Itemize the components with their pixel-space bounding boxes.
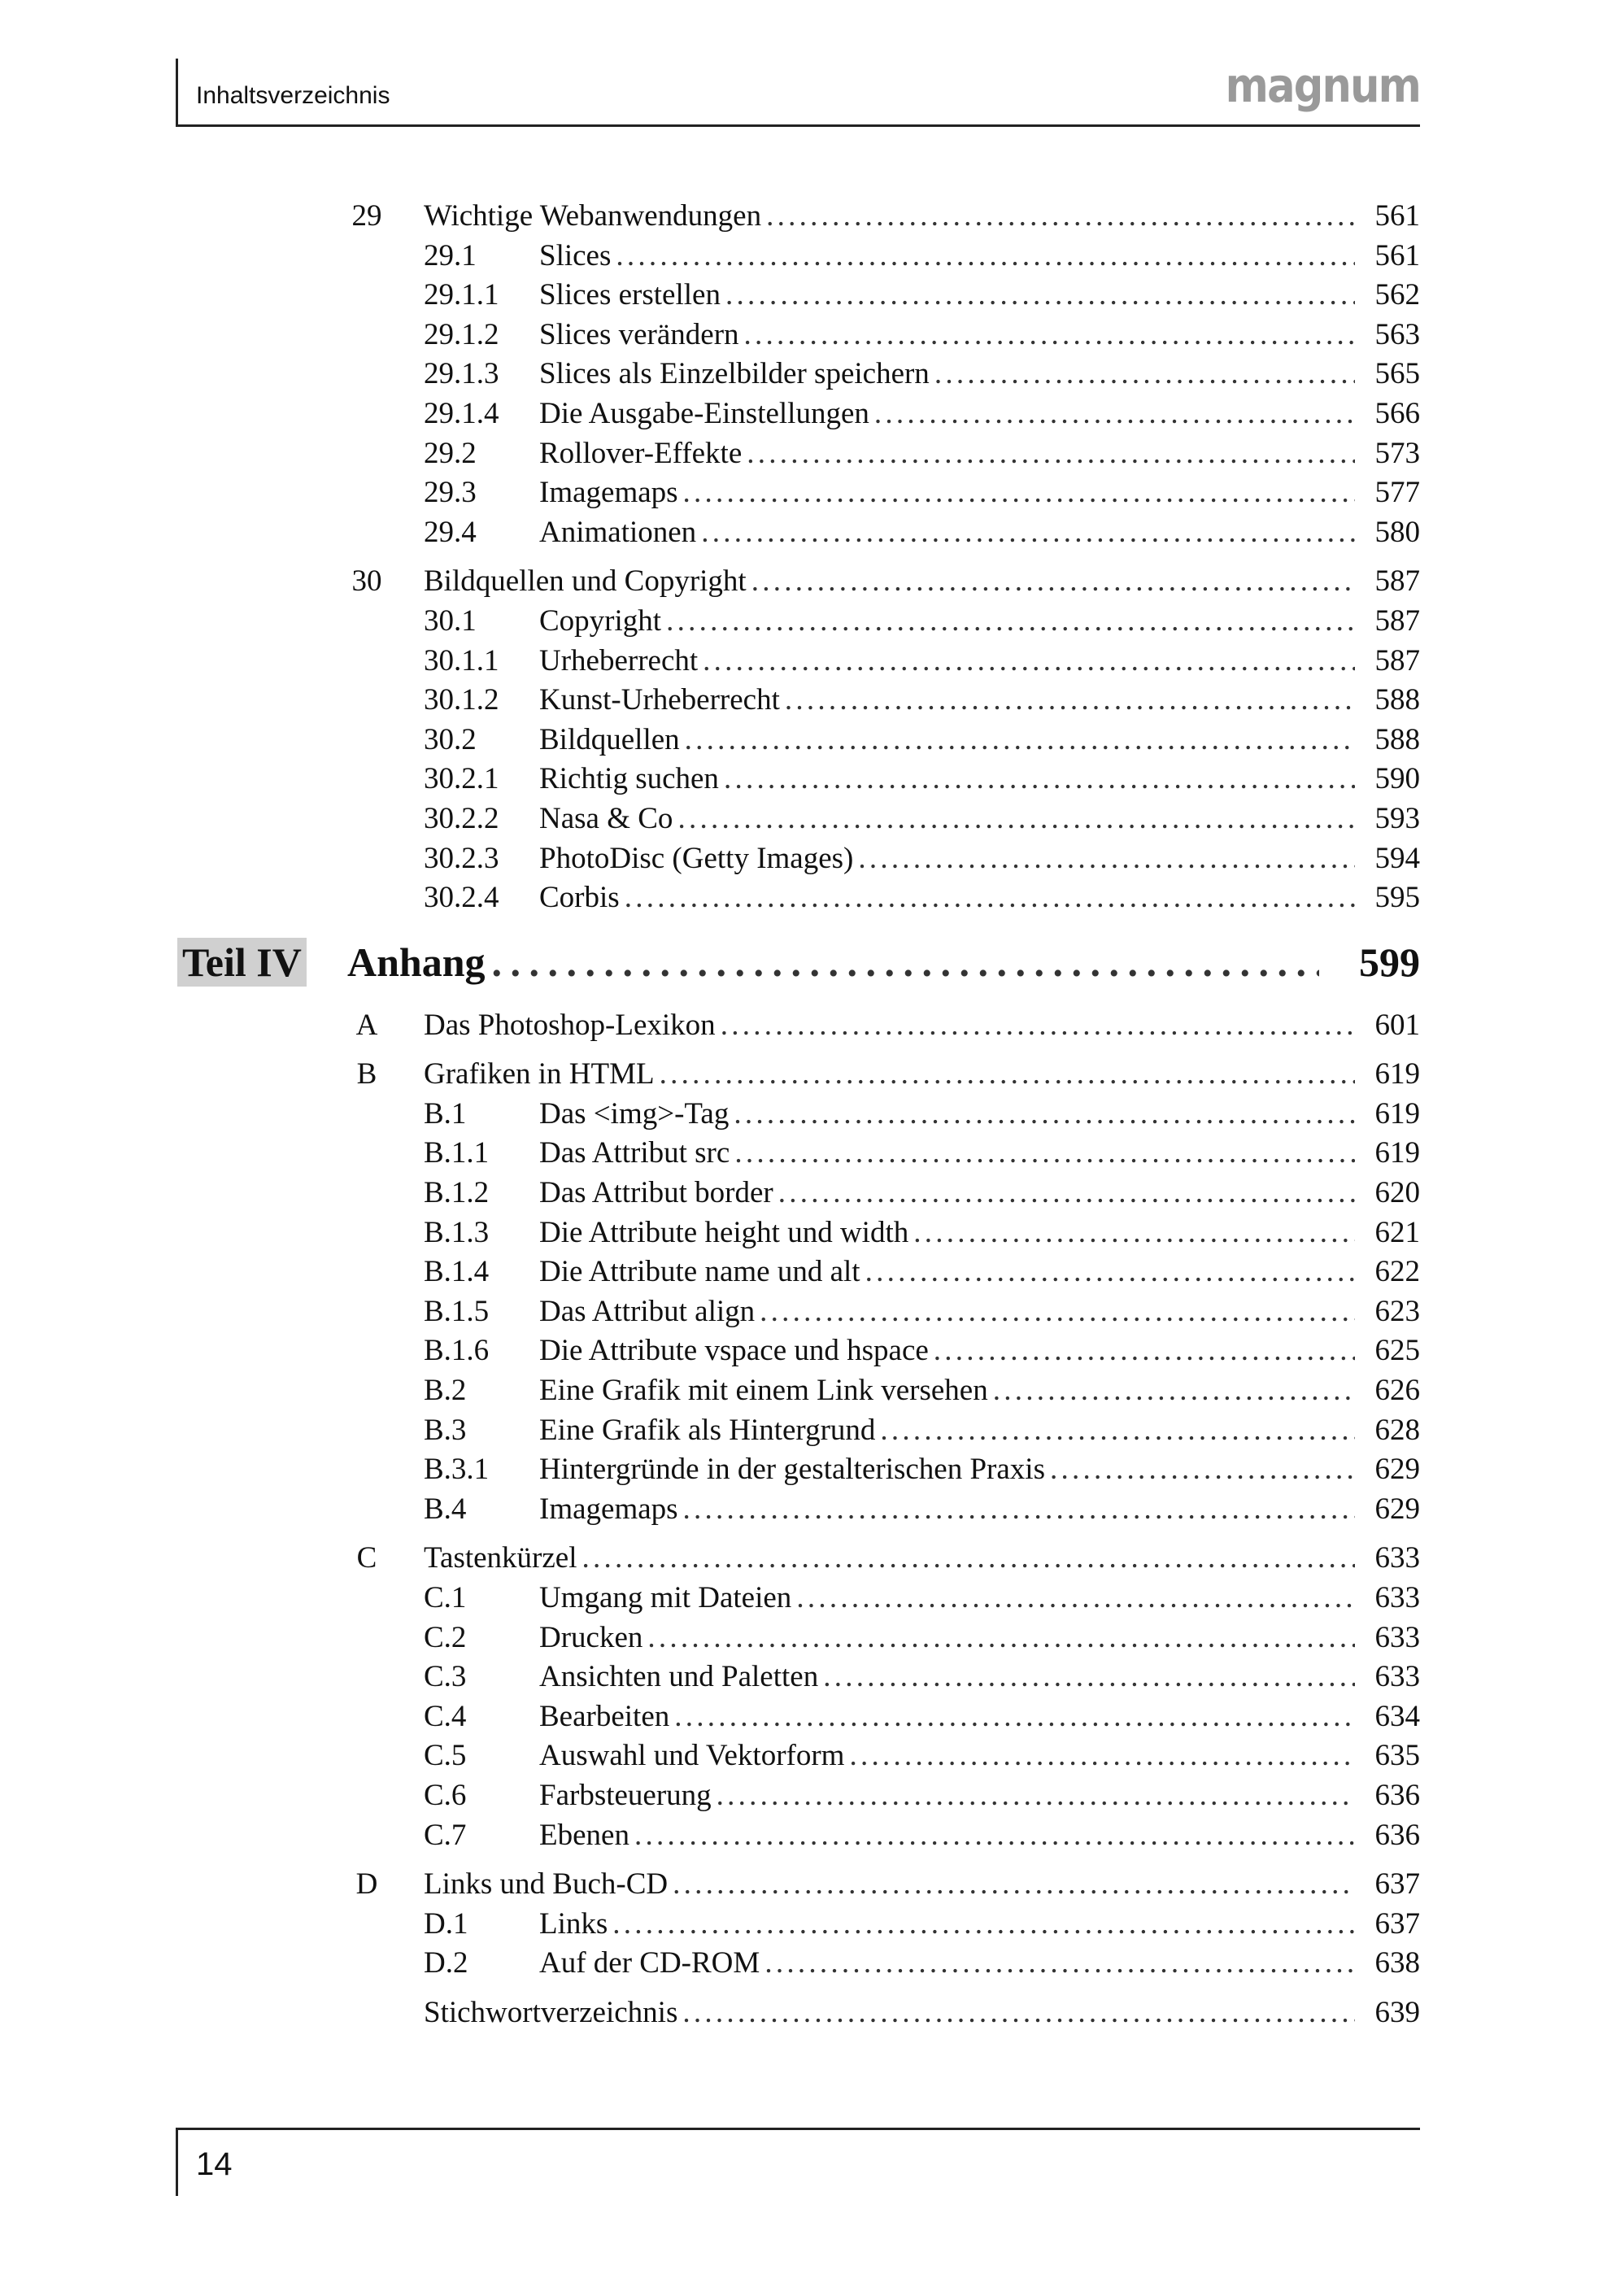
toc-section-row[interactable] bbox=[0, 684, 1603, 724]
section-number: B.1 bbox=[424, 1096, 467, 1131]
section-title: Bearbeiten bbox=[539, 1699, 670, 1733]
toc-entry bbox=[424, 684, 1420, 717]
toc-entry bbox=[424, 358, 1420, 390]
toc-entry bbox=[424, 724, 1420, 756]
dot-leader bbox=[760, 1296, 1355, 1328]
section-title: Auf der CD-ROM bbox=[539, 1946, 760, 1980]
dot-leader bbox=[778, 1177, 1355, 1209]
chapter-number bbox=[329, 1997, 404, 2029]
running-head: Inhaltsverzeichnis bbox=[196, 82, 390, 109]
section-number: 29.1.4 bbox=[424, 396, 499, 430]
section-title: Eine Grafik mit einem Link versehen bbox=[539, 1374, 988, 1408]
toc-entry bbox=[424, 565, 1420, 598]
part-entry bbox=[347, 938, 1420, 987]
chapter-number bbox=[329, 1542, 404, 1575]
section-title: Umgang mit Dateien bbox=[539, 1581, 792, 1614]
toc-entry bbox=[424, 1661, 1420, 1693]
toc-section-row[interactable] bbox=[0, 1098, 1603, 1138]
chapter-title: Bildquellen und Copyright bbox=[424, 564, 747, 599]
toc-section-row[interactable] bbox=[0, 605, 1603, 645]
page-header bbox=[176, 59, 1420, 127]
section-title: Richtig suchen bbox=[539, 762, 719, 796]
section-number: 29.3 bbox=[424, 476, 477, 510]
dot-leader bbox=[492, 938, 1319, 987]
toc-entry bbox=[424, 1908, 1420, 1941]
toc-entry bbox=[424, 1375, 1420, 1407]
toc-entry bbox=[424, 1414, 1420, 1447]
toc-chapter-row[interactable] bbox=[0, 1997, 1603, 2037]
section-number: D.2 bbox=[424, 1946, 468, 1980]
toc-section-row[interactable] bbox=[0, 1780, 1603, 1819]
toc-section-row[interactable] bbox=[0, 803, 1603, 843]
toc-entry bbox=[424, 882, 1420, 914]
section-title: Kunst-Urheberrecht bbox=[539, 683, 780, 717]
section-title: Copyright bbox=[539, 603, 662, 638]
dot-leader bbox=[703, 645, 1355, 677]
chapter-number bbox=[329, 1868, 404, 1901]
section-title: Bildquellen bbox=[539, 722, 680, 756]
section-number: B.1.1 bbox=[424, 1136, 490, 1170]
dot-leader bbox=[660, 1058, 1355, 1091]
page-ref: 601 bbox=[1374, 1008, 1420, 1042]
dot-leader bbox=[744, 319, 1355, 351]
dot-leader bbox=[677, 803, 1355, 835]
dot-leader bbox=[724, 763, 1355, 795]
toc-section-row[interactable] bbox=[0, 882, 1603, 921]
toc-entry bbox=[424, 1740, 1420, 1772]
section-title: Das Attribut src bbox=[539, 1136, 730, 1170]
toc-section-row[interactable] bbox=[0, 1137, 1603, 1177]
page-ref: 593 bbox=[1374, 801, 1420, 835]
section-title: Slices bbox=[539, 238, 612, 272]
dot-leader bbox=[764, 1947, 1355, 1980]
page-ref: 580 bbox=[1374, 515, 1420, 549]
toc-section-row[interactable] bbox=[0, 1335, 1603, 1375]
chapter-title: Wichtige Webanwendungen bbox=[424, 199, 762, 233]
section-title: Die Ausgabe-Einstellungen bbox=[539, 396, 869, 430]
section-title: Hintergründe in der gestalterischen Praxis bbox=[539, 1453, 1045, 1487]
page-ref: 587 bbox=[1374, 564, 1420, 599]
chapter-number bbox=[329, 565, 404, 598]
toc-entry bbox=[424, 1582, 1420, 1614]
section-title: Rollover-Effekte bbox=[539, 436, 743, 470]
toc-chapter-row[interactable] bbox=[0, 565, 1603, 605]
dot-leader bbox=[701, 516, 1355, 549]
chapter-number-text: A bbox=[355, 1008, 378, 1042]
section-number: 29.2 bbox=[424, 436, 477, 470]
toc-section-row[interactable] bbox=[0, 1947, 1603, 1987]
dot-leader bbox=[751, 565, 1355, 598]
chapter-number-text: C bbox=[356, 1541, 377, 1575]
section-number: 29.1.2 bbox=[424, 317, 499, 351]
section-title: Urheberrecht bbox=[539, 643, 699, 677]
chapter-number-text: 30 bbox=[351, 564, 382, 599]
toc-chapter-row[interactable] bbox=[0, 200, 1603, 240]
dot-leader bbox=[717, 1780, 1355, 1812]
toc-entry bbox=[424, 1009, 1420, 1042]
section-number: D.1 bbox=[424, 1906, 468, 1941]
section-number: 29.1 bbox=[424, 238, 477, 272]
section-number: 30.2.1 bbox=[424, 762, 499, 796]
toc-entry bbox=[424, 319, 1420, 351]
section-number: 29.1.1 bbox=[424, 278, 499, 312]
chapter-title: Das Photoshop-Lexikon bbox=[424, 1008, 716, 1042]
page-ref: 619 bbox=[1374, 1057, 1420, 1091]
dot-leader bbox=[647, 1622, 1355, 1654]
section-number: B.4 bbox=[424, 1492, 467, 1526]
toc-entry bbox=[424, 1997, 1420, 2029]
toc-entry bbox=[424, 1542, 1420, 1575]
toc-section-row[interactable] bbox=[0, 1661, 1603, 1701]
chapter-number-text: B bbox=[356, 1057, 377, 1091]
dot-leader bbox=[796, 1582, 1355, 1614]
page-ref: 625 bbox=[1374, 1334, 1420, 1368]
dot-leader bbox=[674, 1701, 1355, 1733]
dot-leader bbox=[612, 1908, 1355, 1941]
section-number: C.4 bbox=[424, 1699, 467, 1733]
section-title: Ansichten und Paletten bbox=[539, 1660, 819, 1694]
table-of-contents bbox=[0, 200, 1603, 2037]
section-number: C.1 bbox=[424, 1581, 467, 1614]
toc-section-row[interactable] bbox=[0, 1701, 1603, 1741]
dot-leader bbox=[725, 279, 1355, 312]
publisher-logo: magnum bbox=[1225, 58, 1420, 113]
page-ref: 588 bbox=[1374, 722, 1420, 756]
section-number: C.3 bbox=[424, 1660, 467, 1694]
section-number: B.1.4 bbox=[424, 1255, 490, 1289]
section-number: 30.2.2 bbox=[424, 801, 499, 835]
section-title: Slices verändern bbox=[539, 317, 739, 351]
toc-chapter-row[interactable] bbox=[0, 1868, 1603, 1908]
section-number: 30.2.3 bbox=[424, 841, 499, 875]
toc-section-row[interactable] bbox=[0, 438, 1603, 477]
toc-entry bbox=[424, 477, 1420, 509]
dot-leader bbox=[880, 1414, 1355, 1447]
page-ref: 629 bbox=[1374, 1492, 1420, 1526]
section-title: Slices erstellen bbox=[539, 278, 721, 312]
toc-section-row[interactable] bbox=[0, 1296, 1603, 1335]
toc-section-row[interactable] bbox=[0, 516, 1603, 556]
page-ref: 619 bbox=[1374, 1096, 1420, 1131]
section-title: Ebenen bbox=[539, 1818, 629, 1852]
section-title: Eine Grafik als Hintergrund bbox=[539, 1413, 876, 1447]
toc-section-row[interactable] bbox=[0, 240, 1603, 280]
toc-entry bbox=[424, 240, 1420, 272]
section-title: Imagemaps bbox=[539, 476, 678, 510]
page-ref: 566 bbox=[1374, 396, 1420, 430]
toc-entry bbox=[424, 200, 1420, 233]
toc-entry bbox=[424, 763, 1420, 795]
chapter-title: Tastenkürzel bbox=[424, 1541, 577, 1575]
toc-entry bbox=[424, 438, 1420, 470]
chapter-number bbox=[329, 1058, 404, 1091]
section-title: Links bbox=[539, 1906, 608, 1941]
page-ref: 565 bbox=[1374, 357, 1420, 391]
section-number: B.1.6 bbox=[424, 1334, 490, 1368]
page-ref: 638 bbox=[1374, 1946, 1420, 1980]
chapter-number-text: 29 bbox=[351, 199, 382, 233]
section-title: Nasa & Co bbox=[539, 801, 673, 835]
toc-chapter-row[interactable] bbox=[0, 1009, 1603, 1049]
chapter-number bbox=[329, 200, 404, 233]
dot-leader bbox=[993, 1375, 1355, 1407]
toc-section-row[interactable] bbox=[0, 1414, 1603, 1454]
page-ref: 635 bbox=[1374, 1739, 1420, 1773]
dot-leader bbox=[683, 477, 1355, 509]
toc-section-row[interactable] bbox=[0, 358, 1603, 398]
dot-leader bbox=[1050, 1453, 1355, 1486]
toc-entry bbox=[424, 1058, 1420, 1091]
dot-leader bbox=[874, 398, 1355, 430]
part-page: 599 bbox=[1359, 939, 1420, 985]
toc-section-row[interactable] bbox=[0, 763, 1603, 803]
toc-section-row[interactable] bbox=[0, 1177, 1603, 1217]
toc-entry bbox=[424, 843, 1420, 875]
toc-entry bbox=[424, 1098, 1420, 1131]
section-title: Drucken bbox=[539, 1620, 643, 1654]
toc-section-row[interactable] bbox=[0, 1740, 1603, 1780]
part-heading[interactable] bbox=[0, 938, 1603, 1004]
dot-leader bbox=[865, 1256, 1355, 1288]
page-ref: 590 bbox=[1374, 762, 1420, 796]
section-number: 30.1.2 bbox=[424, 683, 499, 717]
toc-chapter-row[interactable] bbox=[0, 1542, 1603, 1582]
page-ref: 633 bbox=[1374, 1660, 1420, 1694]
dot-leader bbox=[823, 1661, 1355, 1693]
toc-section-row[interactable] bbox=[0, 477, 1603, 516]
section-title: Corbis bbox=[539, 881, 620, 915]
toc-entry bbox=[424, 516, 1420, 549]
toc-entry bbox=[424, 1701, 1420, 1733]
page-ref: 577 bbox=[1374, 476, 1420, 510]
section-number: 30.1 bbox=[424, 603, 477, 638]
toc-entry bbox=[424, 1217, 1420, 1249]
page-ref: 623 bbox=[1374, 1294, 1420, 1328]
toc-entry bbox=[424, 1296, 1420, 1328]
toc-section-row[interactable] bbox=[0, 1582, 1603, 1622]
page-ref: 633 bbox=[1374, 1581, 1420, 1614]
toc-section-row[interactable] bbox=[0, 645, 1603, 685]
dot-leader bbox=[666, 605, 1355, 638]
section-number: 30.2.4 bbox=[424, 881, 499, 915]
page-ref: 633 bbox=[1374, 1541, 1420, 1575]
toc-entry bbox=[424, 1256, 1420, 1288]
toc-entry bbox=[424, 645, 1420, 677]
page-ref: 619 bbox=[1374, 1136, 1420, 1170]
dot-leader bbox=[934, 358, 1355, 390]
toc-entry bbox=[424, 1493, 1420, 1526]
dot-leader bbox=[747, 438, 1355, 470]
page-ref: 594 bbox=[1374, 841, 1420, 875]
toc-entry bbox=[424, 1453, 1420, 1486]
toc-entry bbox=[424, 1819, 1420, 1852]
toc-section-row[interactable] bbox=[0, 1819, 1603, 1859]
toc-entry bbox=[424, 1868, 1420, 1901]
dot-leader bbox=[683, 1493, 1355, 1526]
page-ref: 573 bbox=[1374, 436, 1420, 470]
page-ref: 587 bbox=[1374, 603, 1420, 638]
dot-leader bbox=[634, 1819, 1355, 1852]
dot-leader bbox=[582, 1542, 1356, 1575]
chapter-number bbox=[329, 1009, 404, 1042]
page-number: 14 bbox=[196, 2146, 233, 2182]
section-number: C.5 bbox=[424, 1739, 467, 1773]
page-footer bbox=[176, 2128, 1420, 2196]
section-title: Auswahl und Vektorform bbox=[539, 1739, 845, 1773]
dot-leader bbox=[849, 1740, 1355, 1772]
dot-leader bbox=[766, 200, 1355, 233]
page-ref: 561 bbox=[1374, 238, 1420, 272]
toc-section-row[interactable] bbox=[0, 843, 1603, 882]
page-ref: 622 bbox=[1374, 1255, 1420, 1289]
section-title: Das Attribut border bbox=[539, 1176, 773, 1210]
toc-section-row[interactable] bbox=[0, 1453, 1603, 1493]
section-title: Die Attribute name und alt bbox=[539, 1255, 860, 1289]
dot-leader bbox=[934, 1335, 1355, 1367]
section-number: B.1.2 bbox=[424, 1176, 490, 1210]
section-number: C.2 bbox=[424, 1620, 467, 1654]
dot-leader bbox=[913, 1217, 1355, 1249]
page-ref: 637 bbox=[1374, 1906, 1420, 1941]
dot-leader bbox=[734, 1137, 1355, 1170]
section-number: B.3 bbox=[424, 1413, 467, 1447]
toc-section-row[interactable] bbox=[0, 398, 1603, 438]
page-ref: 628 bbox=[1374, 1413, 1420, 1447]
dot-leader bbox=[625, 882, 1355, 914]
section-title: PhotoDisc (Getty Images) bbox=[539, 841, 854, 875]
part-title: Anhang bbox=[347, 939, 486, 985]
toc-entry bbox=[424, 1335, 1420, 1367]
toc-entry bbox=[424, 1780, 1420, 1812]
part-label: Teil IV bbox=[177, 938, 307, 987]
toc-entry bbox=[424, 279, 1420, 312]
page-ref: 561 bbox=[1374, 199, 1420, 233]
page-ref: 636 bbox=[1374, 1818, 1420, 1852]
chapter-number-text: D bbox=[355, 1867, 378, 1902]
toc-section-row[interactable] bbox=[0, 279, 1603, 319]
toc-section-row[interactable] bbox=[0, 1256, 1603, 1296]
dot-leader bbox=[858, 843, 1355, 875]
dot-leader bbox=[685, 724, 1355, 756]
dot-leader bbox=[734, 1098, 1355, 1131]
page-ref: 626 bbox=[1374, 1374, 1420, 1408]
page-ref: 620 bbox=[1374, 1176, 1420, 1210]
section-number: 30.2 bbox=[424, 722, 477, 756]
page-ref: 587 bbox=[1374, 643, 1420, 677]
toc-section-row[interactable] bbox=[0, 1375, 1603, 1414]
dot-leader bbox=[785, 684, 1355, 717]
toc-section-row[interactable] bbox=[0, 1622, 1603, 1662]
toc-chapter-row[interactable] bbox=[0, 1058, 1603, 1098]
section-title: Farbsteuerung bbox=[539, 1778, 712, 1812]
chapter-title: Stichwortverzeichnis bbox=[424, 1995, 678, 2029]
section-title: Imagemaps bbox=[539, 1492, 678, 1526]
section-title: Animationen bbox=[539, 515, 697, 549]
dot-leader bbox=[673, 1868, 1355, 1901]
chapter-title: Links und Buch-CD bbox=[424, 1867, 669, 1902]
page-ref: 563 bbox=[1374, 317, 1420, 351]
page-ref: 595 bbox=[1374, 881, 1420, 915]
toc-entry bbox=[424, 803, 1420, 835]
toc-section-row[interactable] bbox=[0, 724, 1603, 764]
section-number: 29.4 bbox=[424, 515, 477, 549]
toc-section-row[interactable] bbox=[0, 1217, 1603, 1257]
toc-section-row[interactable] bbox=[0, 1493, 1603, 1533]
toc-entry bbox=[424, 1177, 1420, 1209]
toc-section-row[interactable] bbox=[0, 1908, 1603, 1948]
toc-entry bbox=[424, 398, 1420, 430]
page-ref: 633 bbox=[1374, 1620, 1420, 1654]
dot-leader bbox=[682, 1997, 1355, 2029]
section-number: B.1.3 bbox=[424, 1215, 490, 1249]
page-ref: 562 bbox=[1374, 278, 1420, 312]
section-number: B.3.1 bbox=[424, 1453, 490, 1487]
page-ref: 621 bbox=[1374, 1215, 1420, 1249]
dot-leader bbox=[721, 1009, 1355, 1042]
page-ref: 629 bbox=[1374, 1453, 1420, 1487]
section-title: Das <img>-Tag bbox=[539, 1096, 730, 1131]
section-number: B.1.5 bbox=[424, 1294, 490, 1328]
section-number: 29.1.3 bbox=[424, 357, 499, 391]
chapter-title: Grafiken in HTML bbox=[424, 1057, 655, 1091]
toc-before-part bbox=[0, 200, 1603, 921]
section-title: Das Attribut align bbox=[539, 1294, 756, 1328]
section-number: C.6 bbox=[424, 1778, 467, 1812]
section-number: C.7 bbox=[424, 1818, 467, 1852]
toc-entry bbox=[424, 605, 1420, 638]
section-title: Slices als Einzelbilder speichern bbox=[539, 357, 930, 391]
page-ref: 636 bbox=[1374, 1778, 1420, 1812]
page-ref: 639 bbox=[1374, 1995, 1420, 2029]
section-title: Die Attribute vspace und hspace bbox=[539, 1334, 929, 1368]
section-title: Die Attribute height und width bbox=[539, 1215, 909, 1249]
section-number: 30.1.1 bbox=[424, 643, 499, 677]
page-ref: 588 bbox=[1374, 683, 1420, 717]
dot-leader bbox=[616, 240, 1355, 272]
toc-entry bbox=[424, 1137, 1420, 1170]
page-ref: 637 bbox=[1374, 1867, 1420, 1902]
toc-entry bbox=[424, 1622, 1420, 1654]
page-ref: 634 bbox=[1374, 1699, 1420, 1733]
toc-entry bbox=[424, 1947, 1420, 1980]
toc-after-part bbox=[0, 1009, 1603, 2037]
section-number: B.2 bbox=[424, 1374, 467, 1408]
toc-section-row[interactable] bbox=[0, 319, 1603, 359]
